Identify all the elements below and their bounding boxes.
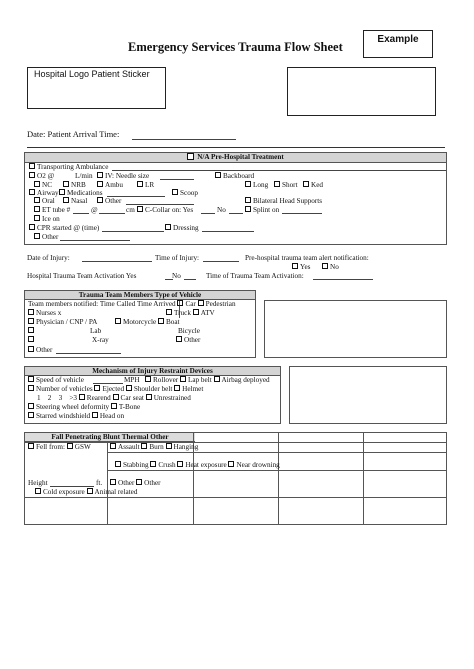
checkbox-icon[interactable] — [28, 309, 34, 315]
fill-line — [112, 170, 446, 171]
lab-label: Lab — [90, 327, 102, 335]
count-row: 1 2 3 >3 Rearend Car seat Unrestrained — [37, 394, 191, 402]
checkbox-icon[interactable] — [172, 189, 178, 195]
logo-sticker-label: Hospital Logo Patient Sticker — [34, 69, 150, 79]
activation-label: Hospital Trauma Team Activation Yes — [27, 272, 137, 280]
checkbox-icon[interactable] — [63, 197, 69, 203]
cpr: CPR started @ (time) — [29, 224, 99, 232]
checkbox-icon[interactable] — [28, 412, 34, 418]
team-row-1: Team members notified: Time Called Time Arrived Car Pedestrian — [28, 300, 236, 308]
checkbox-icon[interactable] — [28, 385, 34, 391]
mechanism-notes-box — [289, 366, 447, 424]
fill-line — [184, 279, 196, 280]
checkbox-icon[interactable] — [67, 443, 73, 449]
ft-label: ft. — [96, 479, 103, 487]
fill-line — [50, 486, 94, 487]
checkbox-icon[interactable] — [34, 181, 40, 187]
ice-on: Ice on — [34, 215, 60, 223]
height-label: Height — [28, 479, 48, 487]
alert-label: Pre-hospital trauma team alert notification: — [245, 254, 369, 262]
xray-row — [28, 336, 36, 344]
bicycle-label: Bicycle — [178, 327, 200, 335]
row-divider — [108, 470, 446, 471]
checkbox-icon[interactable] — [28, 403, 34, 409]
checkbox-icon[interactable] — [274, 181, 280, 187]
checkbox-icon[interactable] — [141, 443, 147, 449]
checkbox-icon[interactable] — [150, 461, 156, 467]
checkbox-icon[interactable] — [28, 376, 34, 382]
checkbox-icon[interactable] — [29, 224, 35, 230]
checkbox-icon[interactable] — [245, 197, 251, 203]
backboard: Backboard — [215, 172, 254, 180]
fill-line — [282, 213, 322, 214]
et-tube: ET tube # — [34, 206, 70, 214]
c-collar: C-Collar on: Yes — [137, 206, 193, 214]
arrival-time-line — [132, 139, 236, 140]
checkbox-icon[interactable] — [245, 181, 251, 187]
checkbox-icon[interactable] — [245, 206, 251, 212]
ked: Ked — [303, 181, 323, 189]
checkbox-icon[interactable] — [59, 189, 65, 195]
fill-line — [99, 213, 125, 214]
scoop: Scoop — [172, 189, 198, 197]
checkbox-icon[interactable] — [113, 394, 119, 400]
checkbox-icon[interactable] — [35, 488, 41, 494]
long: Long — [245, 181, 268, 189]
xray-label: X-ray — [92, 336, 109, 344]
medications: Medications — [59, 189, 103, 197]
checkbox-icon[interactable] — [28, 327, 34, 333]
checkbox-icon[interactable] — [136, 479, 142, 485]
checkbox-icon[interactable] — [158, 318, 164, 324]
activation-time-label: Time of Trauma Team Activation: — [206, 272, 304, 280]
speed: Speed of vehicle — [28, 376, 84, 384]
physician: Physician / CNP / PA — [28, 318, 97, 326]
checkbox-icon[interactable] — [79, 394, 85, 400]
et-at: @ — [91, 206, 98, 214]
vehicles-row: Number of vehicles Ejected Shoulder belt Helmet — [28, 385, 203, 393]
fill-line — [313, 279, 373, 280]
checkbox-icon[interactable] — [176, 336, 182, 342]
stabbing-row: Stabbing Crush Heat exposure Near drowning — [115, 461, 280, 469]
mechanism-header: Mechanism of Injury Restraint Devices — [25, 367, 280, 376]
mph: MPH — [124, 376, 140, 384]
truck-atv: Truck ATV — [166, 309, 215, 317]
checkbox-icon[interactable] — [322, 263, 328, 269]
checkbox-icon[interactable] — [110, 443, 116, 449]
checkbox-icon[interactable] — [28, 346, 34, 352]
checkbox-icon[interactable] — [28, 336, 34, 342]
fill-line — [73, 213, 89, 214]
checkbox-icon[interactable] — [126, 385, 132, 391]
checkbox-icon[interactable] — [34, 197, 40, 203]
checkbox-icon[interactable] — [92, 412, 98, 418]
time-of-injury-label: Time of Injury: — [155, 254, 200, 262]
row-o2: O2 @ — [29, 172, 54, 180]
checkbox-icon[interactable] — [111, 403, 117, 409]
checkbox-icon[interactable] — [115, 461, 121, 467]
example-badge: Example — [363, 30, 433, 58]
nurses: Nurses x — [28, 309, 61, 317]
cold-row: Cold exposure Animal related — [35, 488, 137, 496]
fill-line — [56, 353, 121, 354]
checkbox-icon[interactable] — [94, 385, 100, 391]
lab-row — [28, 327, 36, 335]
checkbox-icon[interactable] — [29, 189, 35, 195]
checkbox-icon[interactable] — [145, 376, 151, 382]
c-collar-no: No — [217, 206, 226, 214]
checkbox-icon[interactable] — [214, 376, 220, 382]
prehospital-header: N/A Pre-Hospital Treatment — [25, 153, 446, 163]
bilateral-head: Bilateral Head Supports — [245, 197, 322, 205]
date-of-injury-line — [82, 261, 152, 262]
checkbox-icon[interactable] — [180, 376, 186, 382]
checkbox-icon[interactable] — [187, 153, 194, 160]
checkbox-icon[interactable] — [110, 479, 116, 485]
airway: Airway — [29, 189, 59, 197]
checkbox-icon[interactable] — [228, 461, 234, 467]
checkbox-icon[interactable] — [137, 206, 143, 212]
dressing: Dressing — [165, 224, 199, 232]
checkbox-icon[interactable] — [28, 443, 34, 449]
nc: NC — [34, 181, 52, 189]
checkbox-icon[interactable] — [146, 394, 152, 400]
row-divider — [25, 497, 446, 498]
checkbox-icon[interactable] — [166, 443, 172, 449]
checkbox-icon[interactable] — [215, 172, 221, 178]
other-row: Other Other — [110, 479, 161, 487]
short: Short — [274, 181, 298, 189]
fill-line — [229, 213, 243, 214]
checkbox-icon[interactable] — [34, 215, 40, 221]
other-team: Other — [28, 346, 52, 354]
steering-row: Steering wheel deformity T-Bone — [28, 403, 140, 411]
team-notes-box — [264, 300, 447, 358]
checkbox-icon[interactable] — [87, 488, 93, 494]
fell-from: Fell from: GSW — [28, 443, 91, 451]
checkbox-icon[interactable] — [29, 172, 35, 178]
checkbox-icon[interactable] — [29, 163, 35, 169]
fill-line — [93, 383, 123, 384]
nasal: Nasal — [63, 197, 87, 205]
nrb: NRB — [63, 181, 86, 189]
column-divider — [363, 433, 364, 524]
row-divider — [108, 452, 446, 453]
activation-no: No — [172, 272, 181, 280]
splint: Splint on — [245, 206, 279, 214]
checkbox-icon[interactable] — [198, 300, 204, 306]
motorcycle-boat: Motorcycle Boat — [115, 318, 180, 326]
fill-line — [102, 231, 164, 232]
et-cm: cm — [126, 206, 135, 214]
checkbox-icon[interactable] — [137, 181, 143, 187]
checkbox-icon[interactable] — [174, 385, 180, 391]
windshield-row: Starred windshield Head on — [28, 412, 124, 420]
assault-row: Assault Burn Hanging — [110, 443, 198, 451]
section-divider — [27, 147, 445, 148]
checkbox-icon[interactable] — [166, 309, 172, 315]
patient-info-box — [287, 67, 436, 116]
fill-line — [60, 240, 130, 241]
team-header: Trauma Team Members Type of Vehicle — [25, 291, 255, 300]
checkbox-icon[interactable] — [165, 224, 171, 230]
iv-needle: IV: Needle size — [97, 172, 149, 180]
oral: Oral — [34, 197, 55, 205]
time-of-injury-line — [203, 261, 239, 262]
page-title: Emergency Services Trauma Flow Sheet — [128, 40, 343, 54]
o2-unit: L/min — [75, 172, 93, 180]
checkbox-icon[interactable] — [34, 233, 40, 239]
column-divider — [107, 442, 108, 524]
checkbox-icon[interactable] — [97, 181, 103, 187]
other-prehospital: Other — [34, 233, 58, 241]
other-vehicle: Other — [176, 336, 200, 344]
ambu: Ambu — [97, 181, 123, 189]
checkbox-icon[interactable] — [177, 461, 183, 467]
checkbox-icon[interactable] — [97, 172, 103, 178]
checkbox-icon[interactable] — [193, 309, 199, 315]
column-divider — [278, 433, 279, 524]
lr: LR — [137, 181, 154, 189]
fill-line — [126, 204, 194, 205]
fill-line — [201, 213, 215, 214]
date-arrival-label: Date: Patient Arrival Time: — [27, 129, 120, 139]
rollover-row: Rollover Lap belt Airbag deployed — [145, 376, 270, 384]
logo-sticker-box — [27, 67, 166, 109]
checkbox-icon[interactable] — [63, 181, 69, 187]
checkbox-icon[interactable] — [303, 181, 309, 187]
checkbox-icon[interactable] — [115, 318, 121, 324]
fill-line — [160, 179, 194, 180]
checkbox-icon[interactable] — [292, 263, 298, 269]
date-of-injury-label: Date of Injury: — [27, 254, 70, 262]
checkbox-icon[interactable] — [97, 197, 103, 203]
checkbox-icon[interactable] — [28, 318, 34, 324]
checkbox-icon[interactable] — [177, 300, 183, 306]
alert-no: No — [322, 263, 339, 271]
alert-yes: Yes — [292, 263, 310, 271]
row-ambulance: Transporting Ambulance — [29, 163, 108, 171]
fill-line — [202, 231, 254, 232]
other-airway: Other — [97, 197, 121, 205]
checkbox-icon[interactable] — [34, 206, 40, 212]
fall-header: Fall Penetrating Blunt Thermal Other — [25, 433, 195, 442]
